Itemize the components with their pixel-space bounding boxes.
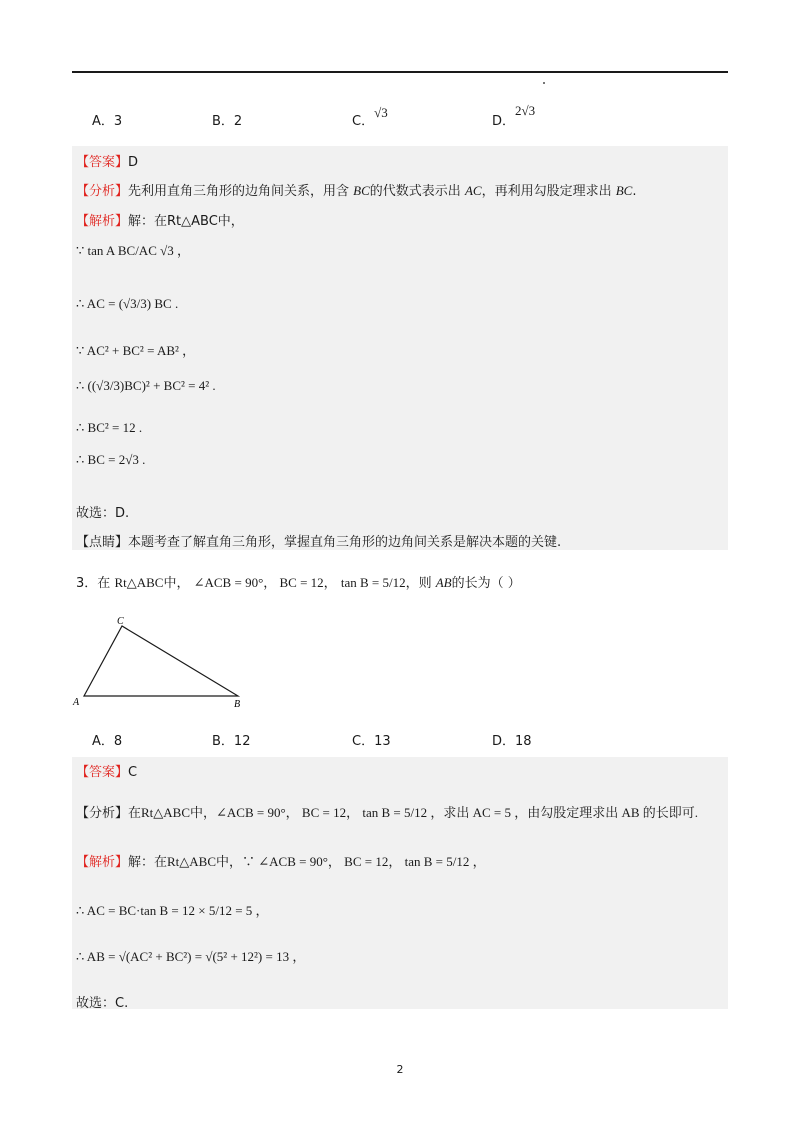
- q2-option-b[interactable]: B．2: [212, 114, 243, 129]
- q3-step-2: ∴ AB = √(AC² + BC²) = √(5² + 12²) = 13 ，: [76, 949, 306, 964]
- q2-step-2: ∴ AC = (√3/3) BC .: [76, 296, 179, 311]
- q2-option-c[interactable]: C．√3: [352, 105, 388, 129]
- q2-option-a[interactable]: A．3: [92, 114, 123, 129]
- q3-option-d[interactable]: D．18: [492, 734, 532, 749]
- q3-option-c[interactable]: C．13: [352, 734, 391, 749]
- q2-step-1: ∵ tan A BC/AC √3 ，: [76, 243, 191, 258]
- q3-option-b[interactable]: B．12: [212, 734, 251, 749]
- triangle-abc: [84, 626, 238, 696]
- q3-explain: 【解析】解：在Rt△ABC中，∵ ∠ACB = 90°， BC = 12， tan B = 5/12 ，: [76, 854, 486, 870]
- vertex-b-label: B: [234, 699, 241, 710]
- vertex-a-label: A: [73, 697, 80, 708]
- vertex-c-label: C: [117, 616, 124, 627]
- q3-answer: 【答案】C: [76, 765, 138, 780]
- q2-step-3: ∵ AC² + BC² = AB² ，: [76, 343, 196, 358]
- q3-analysis: 【分析】在Rt△ABC中，∠ACB = 90°， BC = 12， tan B = 5/12 ，求出 AC = 5 ，由勾股定理求出 AB 的长即可.: [76, 805, 699, 821]
- q2-explain: 【解析】解：在Rt△ABC中，: [76, 214, 244, 229]
- q3-stem: 3．在 Rt△ABC中， ∠ACB = 90°， BC = 12， tan B = 5/12，则 AB的长为（ ）: [76, 575, 521, 591]
- q2-step-5: ∴ BC² = 12 .: [76, 420, 143, 435]
- q3-option-a[interactable]: A．8: [92, 734, 123, 749]
- q3-step-1: ∴ AC = BC·tan B = 12 × 5/12 = 5 ，: [76, 903, 269, 918]
- q2-answer: 【答案】D: [76, 155, 139, 170]
- header-rule: [72, 71, 728, 73]
- q3-solution-block: [72, 757, 728, 1009]
- q2-step-4: ∴ ((√3/3)BC)² + BC² = 4² .: [76, 378, 216, 393]
- page-number: 2: [396, 1063, 404, 1076]
- q2-comment: 【点睛】本题考查了解直角三角形，掌握直角三角形的边角间关系是解决本题的关键.: [76, 535, 562, 550]
- q2-analysis: 【分析】先利用直角三角形的边角间关系，用含 BC的代数式表示出 AC，再利用勾股定理求出 BC.: [76, 183, 637, 199]
- q3-choose: 故选：C.: [76, 996, 129, 1011]
- q3-triangle-figure: [70, 612, 260, 712]
- q2-choose: 故选：D.: [76, 506, 130, 521]
- q2-step-6: ∴ BC = 2√3 .: [76, 452, 146, 467]
- stray-dot: [543, 82, 545, 84]
- q2-option-d[interactable]: D．2√3: [492, 103, 536, 129]
